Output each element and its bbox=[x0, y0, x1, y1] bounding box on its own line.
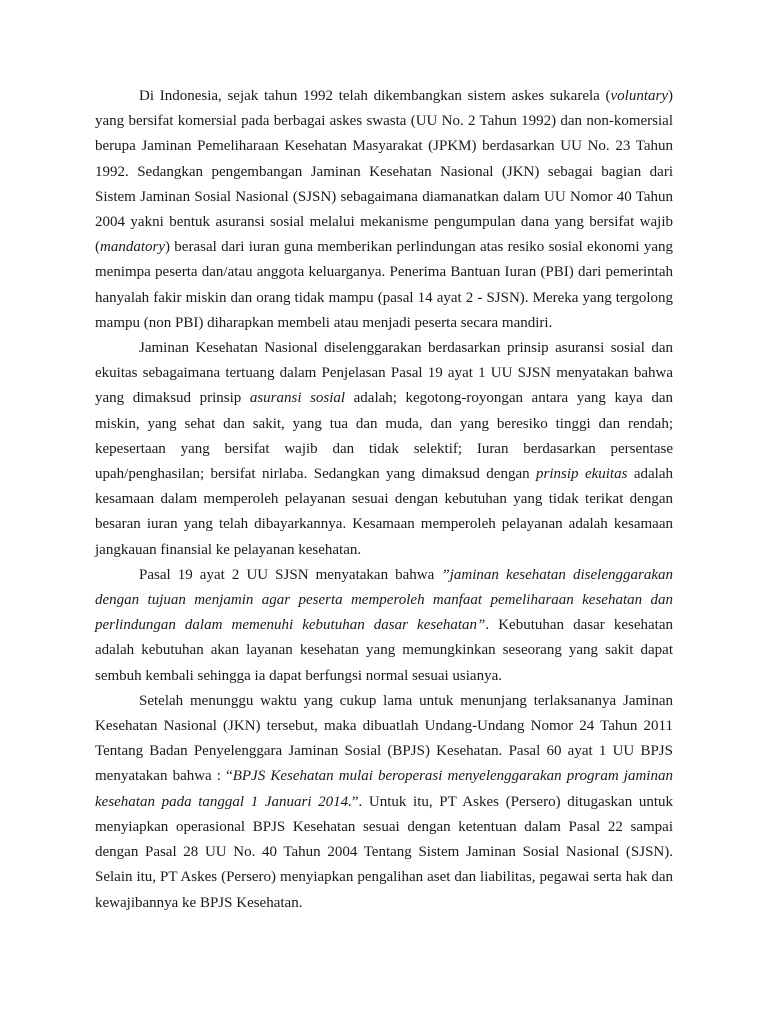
text-segment: Setelah menunggu waktu yang cukup lama untuk menunjang terlaksananya Jaminan Kesehatan Nasional (JKN) tersebut, maka dibuatlah Undang-Undang Nomor 24 Tahun 2011 Tentang Badan Penyelenggara Jaminan Sosial (BPJS) Kesehatan. Pasal 60 ayat 1 UU BPJS menyatakan bahwa : “ bbox=[95, 692, 673, 785]
paragraph-2 bbox=[95, 336, 673, 563]
text-segment: . Kebutuhan dasar kesehatan adalah kebutuhan akan layanan kesehatan yang memungkinkan seseorang yang sakit dapat sembuh kembali sehingga ia dapat berfungsi normal sesuai usianya. bbox=[95, 617, 673, 684]
text-segment: ”. Untuk itu, PT Askes (Persero) ditugaskan untuk menyiapkan operasional BPJS Kesehatan sesuai dengan ketentuan dalam Pasal 22 sampai dengan Pasal 28 UU No. 40 Tahun 2004 Tentang Sistem Jaminan Sosial Nasional (SJSN). Selain itu, PT Askes (Persero) menyiapkan pengalihan aset dan liabilitas, pegawai serta hak dan kewajibannya ke BPJS Kesehatan. bbox=[95, 793, 673, 911]
italic-segment: BPJS Kesehatan mulai beroperasi menyelenggarakan program jaminan kesehatan pada tanggal 1 Januari 2014. bbox=[95, 768, 673, 810]
paragraph-3 bbox=[95, 563, 673, 689]
text-segment: Pasal 19 ayat 2 UU SJSN menyatakan bahwa bbox=[139, 566, 442, 583]
italic-segment: voluntary bbox=[610, 88, 668, 104]
italic-segment: prinsip ekuitas bbox=[536, 466, 628, 483]
italic-segment: ”jaminan kesehatan diselenggarakan dengan tujuan menjamin agar peserta memperoleh manfaat pemeliharaan kesehatan dan perlindungan dalam memenuhi kebutuhan dasar kesehatan” bbox=[95, 566, 673, 634]
text-segment: Di Indonesia, sejak tahun 1992 telah dikembangkan sistem askes sukarela ( bbox=[139, 88, 611, 104]
document-page bbox=[95, 84, 673, 916]
italic-segment: asuransi sosial bbox=[249, 390, 346, 407]
text-segment: Jaminan Kesehatan Nasional diselenggarakan berdasarkan prinsip asuransi sosial dan ekuitas sebagaimana tertuang dalam Penjelasan Pasal 19 ayat 1 UU SJSN menyatakan bahwa yang dimaksud prinsip bbox=[95, 340, 673, 407]
text-segment: ) berasal dari iuran guna memberikan perlindungan atas resiko sosial ekonomi yang menimpa peserta dan/atau anggota keluarganya. Penerima Bantuan Iuran (PBI) dari pemerintah hanyalah fakir miskin dan orang tidak mampu (pasal 14 ayat 2 - SJSN). Mereka yang tergolong mampu (non PBI) diharapkan membeli atau menjadi peserta secara mandiri. bbox=[95, 239, 673, 331]
paragraph-1 bbox=[95, 84, 673, 336]
italic-segment: mandatory bbox=[100, 239, 165, 256]
text-segment: adalah kesamaan dalam memperoleh pelayanan sesuai dengan kebutuhan yang tidak terikat dengan besaran iuran yang telah dibayarkannya. Kesamaan memperoleh pelayanan adalah kesamaan jangkauan finansial ke pelayanan kesehatan. bbox=[95, 466, 674, 558]
paragraph-4 bbox=[95, 689, 673, 916]
text-segment: ) yang bersifat komersial pada berbagai askes swasta (UU No. 2 Tahun 1992) dan non-komersial berupa Jaminan Pemeliharaan Kesehatan Masyarakat (JPKM) berdasarkan UU No. 23 Tahun 1992. Sedangkan pengembangan Jaminan Kesehatan Nasional (JKN) sebagai bagian dari Sistem Jaminan Sosial Nasional (SJSN) sebagaimana diamanatkan dalam UU Nomor 40 Tahun 2004 yakni bentuk asuransi sosial melalui mekanisme pengumpulan dana yang bersifat wajib ( bbox=[95, 88, 673, 256]
text-segment: adalah; kegotong-royongan antara yang kaya dan miskin, yang sehat dan sakit, yang tua dan muda, dan yang beresiko tinggi dan rendah; kepesertaan yang bersifat wajib dan tidak selektif; Iuran berdasarkan persentase upah/penghasilan; bersifat nirlaba. Sedangkan yang dimaksud dengan bbox=[95, 390, 673, 483]
